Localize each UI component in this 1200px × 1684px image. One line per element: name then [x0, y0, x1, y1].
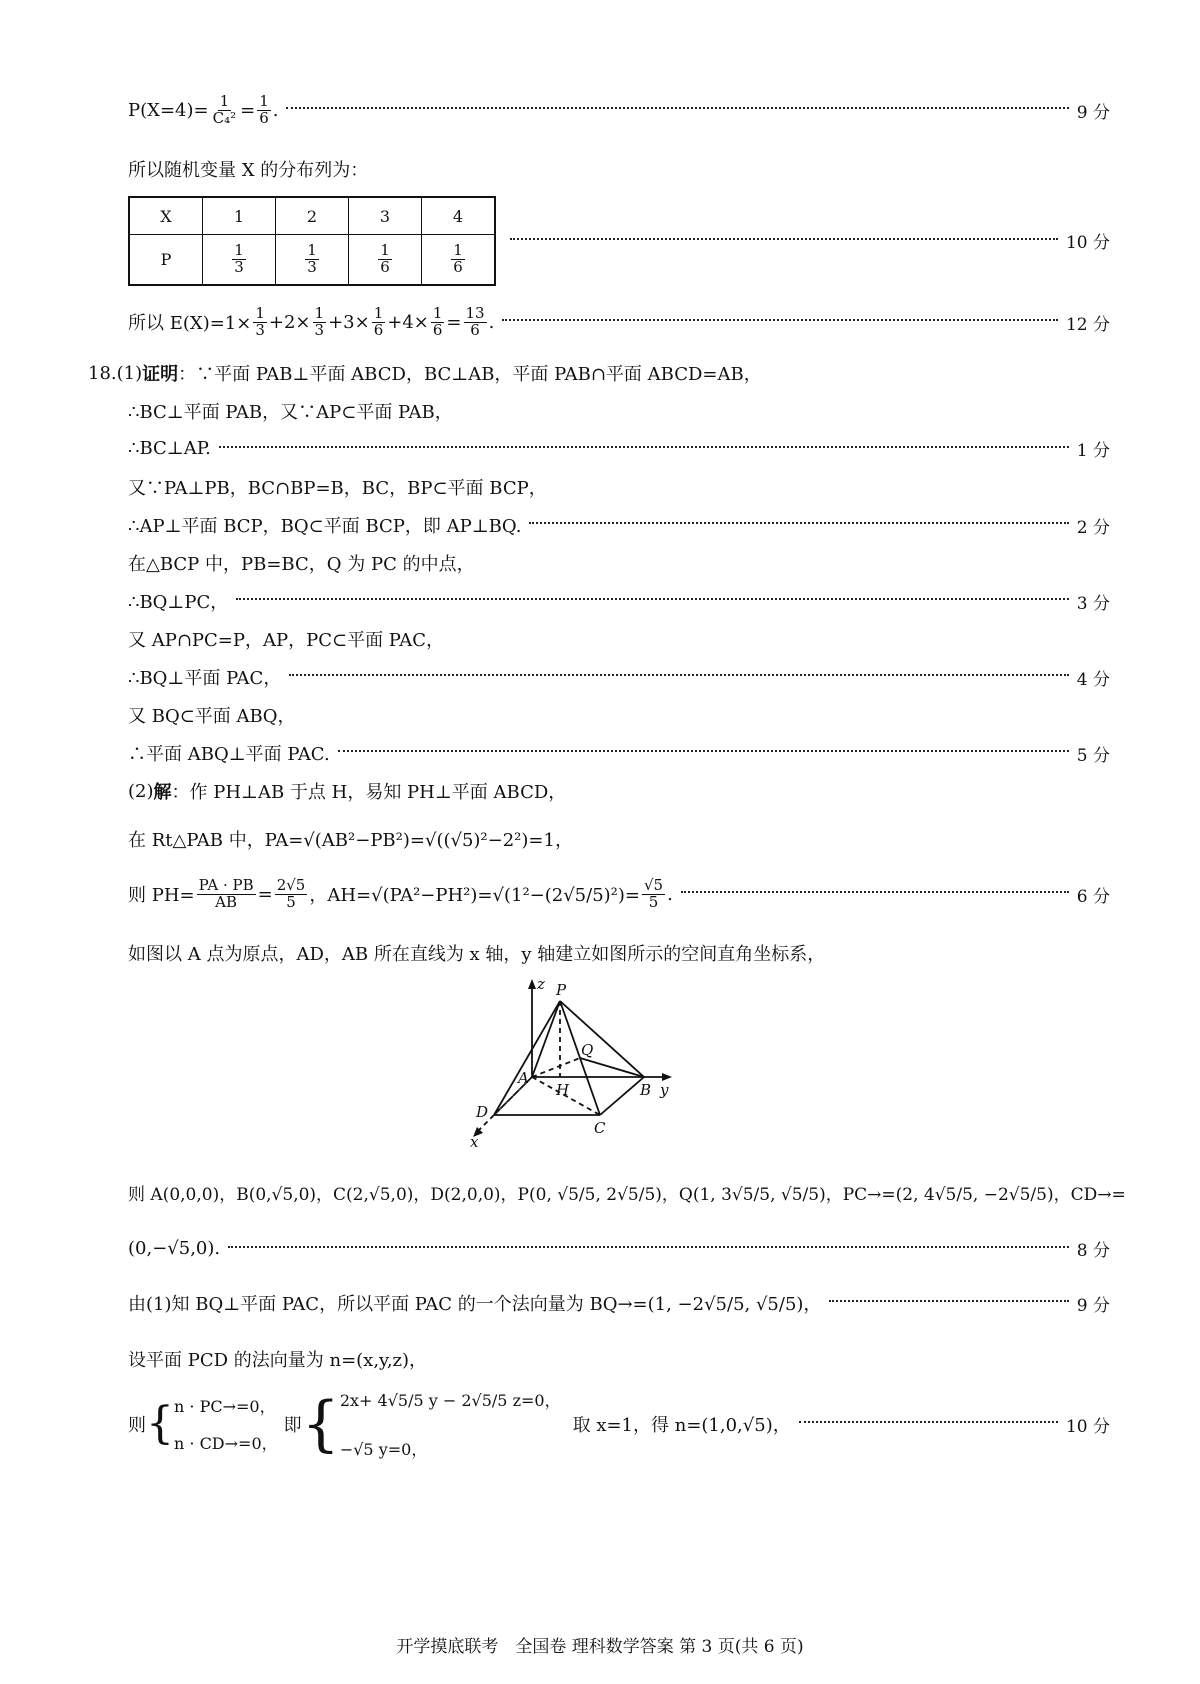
leader-dots [829, 1300, 1068, 1302]
line-s12 [128, 878, 1110, 911]
label-proof: 证明 [142, 364, 179, 385]
leader-dots [289, 674, 1068, 676]
text: 则 A(0,0,0)，B(0,√5,0)，C(2,√5,0)，D(2,0,0)，P(0, √5/5, 2√5/5)，Q(1, 3√5/5, √5/5)，PC→=(2, 4√5/5, −2√5/5)，CD→= [128, 1185, 1126, 1205]
line-s11 [128, 826, 1110, 852]
distribution-table [128, 196, 496, 286]
line-part2 [128, 778, 1110, 804]
fraction: $\frac{PA \cdot PB}{AB}$ [198, 876, 254, 911]
line-s1 [128, 398, 1110, 424]
text: 由(1)知 BQ⊥平面 PAC，所以平面 PAC 的一个法向量为 BQ→=(1, −2√5/5, √5/5)， [128, 1294, 822, 1315]
brace: { [301, 1389, 340, 1459]
label-solution: 解 [153, 782, 172, 803]
table-cell: 3 [349, 197, 422, 235]
fraction: $\frac{1}{3}$ [314, 304, 325, 339]
table-cell: X [129, 197, 203, 235]
text: 则 [128, 1415, 146, 1436]
text: +3× [328, 311, 370, 333]
score: 5 分 [1076, 745, 1110, 766]
line-s7 [128, 626, 1110, 652]
leader-dots [236, 598, 1069, 600]
fraction: $\frac{13}{6}$ [465, 304, 485, 339]
line-s16 [128, 1290, 1110, 1316]
text: = [240, 99, 256, 121]
label-b: B [640, 1081, 652, 1099]
text: 在 Rt△PAB 中，PA=√(AB²−PB²)=√((√5)²−2²)=1， [128, 830, 573, 851]
text: ∴AP⊥平面 BCP，BQ⊂平面 BCP，即 AP⊥BQ. [128, 516, 522, 537]
score: 8 分 [1076, 1241, 1110, 1261]
text: P(X=4)= [128, 99, 209, 121]
line-s15 [128, 1236, 1110, 1261]
table-cell: $\frac{1}{6}$ [422, 235, 496, 285]
text: ∴BQ⊥平面 PAC， [128, 668, 282, 689]
leader-dots [228, 1246, 1069, 1248]
line-dist-intro [128, 156, 1110, 182]
text: . [667, 883, 673, 905]
line-q18 [88, 360, 1110, 386]
brace: { [146, 1398, 174, 1449]
label-d: D [476, 1103, 489, 1121]
text: ：作 PH⊥AB 于点 H，易知 PH⊥平面 ABCD， [171, 782, 567, 803]
leader-dots [338, 750, 1069, 752]
fraction: $\frac{1}{6}$ [373, 304, 384, 339]
line-s14 [128, 1180, 1126, 1205]
text: 取 x=1，得 n=(1,0,√5)， [572, 1415, 791, 1436]
line-table [128, 196, 1110, 286]
text: ∴BC⊥AP. [128, 438, 211, 459]
page-footer: 开学摸底联考 全国卷 理科数学答案 第 3 页(共 6 页) [396, 1637, 804, 1657]
line-s13 [128, 940, 1110, 966]
table-cell: 4 [422, 197, 496, 235]
table-cell: $\frac{1}{3}$ [203, 235, 276, 285]
line-s17 [128, 1346, 1110, 1372]
line-s4 [128, 512, 1110, 538]
label-c: C [594, 1119, 606, 1137]
table-cell: $\frac{1}{6}$ [349, 235, 422, 285]
text: ，AH=√(PA²−PH²)=√(1²−(2√5/5)²)= [309, 885, 640, 907]
label-y: y [660, 1081, 669, 1099]
label-a: A [518, 1069, 529, 1087]
fraction: $\frac{1}{3}$ [255, 304, 265, 339]
leader-dots [681, 891, 1069, 893]
label-x: x [470, 1133, 479, 1151]
label-q: Q [581, 1041, 594, 1059]
line-s10 [128, 740, 1110, 766]
line-s6 [128, 588, 1110, 614]
score: 9 分 [1076, 102, 1110, 123]
text: 又∵PA⊥PB，BC∩BP=B，BC，BP⊂平面 BCP， [128, 478, 547, 499]
pyramid-figure [460, 975, 700, 1155]
text: 在△BCP 中，PB=BC，Q 为 PC 的中点， [128, 554, 475, 575]
text: ∴平面 ABQ⊥平面 PAC. [128, 744, 330, 765]
text: ：∵平面 PAB⊥平面 ABCD，BC⊥AB，平面 PAB∩平面 ABCD=AB， [178, 364, 762, 385]
label-z: z [537, 975, 545, 993]
leader-dots [502, 319, 1058, 321]
question-number: 18.(1) [88, 362, 143, 384]
fraction: $\frac{√5}{5}$ [644, 876, 664, 911]
table-row [129, 197, 495, 235]
line-s9 [128, 702, 1110, 728]
leader-dots [799, 1421, 1058, 1423]
text: = [446, 311, 462, 333]
line-px4 [128, 94, 1110, 127]
score: 10 分 [1065, 1416, 1110, 1437]
label-h: H [556, 1081, 570, 1099]
leader-dots [529, 522, 1068, 524]
system-1: n · PC→=0， n · CD→=0， [174, 1397, 278, 1453]
line-s2 [128, 436, 1110, 461]
line-s3 [128, 474, 1110, 500]
score: 3 分 [1076, 593, 1110, 614]
score: 10 分 [1065, 233, 1110, 254]
score: 1 分 [1076, 441, 1110, 461]
text: 又 BQ⊂平面 ABQ， [128, 706, 296, 727]
text: +4× [387, 311, 429, 333]
line-s8 [128, 664, 1110, 690]
text: 所以随机变量 X 的分布列为： [128, 160, 369, 181]
text: +2× [268, 311, 311, 333]
text: ∴BC⊥平面 PAB，又∵AP⊂平面 PAB， [128, 402, 453, 423]
score: 6 分 [1076, 886, 1110, 907]
table-cell: 2 [276, 197, 349, 235]
table-cell: P [129, 235, 203, 285]
text: 所以 E(X)=1× [128, 313, 252, 335]
line-s5 [128, 550, 1110, 576]
text: 又 AP∩PC=P，AP，PC⊂平面 PAC， [128, 630, 445, 651]
leader-dots [510, 238, 1058, 240]
label-p: P [556, 981, 567, 999]
score: 9 分 [1076, 1295, 1110, 1316]
text: 如图以 A 点为原点，AD，AB 所在直线为 x 轴，y 轴建立如图所示的空间直角坐标系， [128, 944, 826, 965]
fraction: $\frac{1}{\text{C₄²}}$ [212, 92, 237, 127]
score: 2 分 [1076, 517, 1110, 538]
text: . [272, 99, 279, 121]
line-expectation [128, 306, 1110, 339]
text: ∴BQ⊥PC， [128, 592, 229, 613]
part-number: (2) [128, 780, 154, 802]
text: 即 [283, 1415, 302, 1436]
fraction: $\frac{1}{6}$ [259, 92, 269, 127]
leader-dots [219, 446, 1069, 448]
table-row [129, 235, 495, 285]
system-2: 2x+ 4√5/5 y − 2√5/5 z=0， −√5 y=0， [339, 1391, 561, 1459]
text: 设平面 PCD 的法向量为 n=(x,y,z)， [128, 1350, 428, 1371]
fraction: $\frac{1}{6}$ [432, 304, 443, 339]
text: = [257, 883, 273, 905]
text: (0,−√5,0). [128, 1238, 221, 1259]
score: 12 分 [1065, 314, 1110, 335]
fraction: $\frac{2√5}{5}$ [276, 876, 306, 911]
text: . [488, 311, 495, 333]
leader-dots [286, 107, 1068, 109]
score: 4 分 [1076, 669, 1110, 690]
text: 则 PH= [128, 885, 195, 907]
table-cell: 1 [203, 197, 276, 235]
line-s18 [128, 1388, 1110, 1460]
table-cell: $\frac{1}{3}$ [276, 235, 349, 285]
